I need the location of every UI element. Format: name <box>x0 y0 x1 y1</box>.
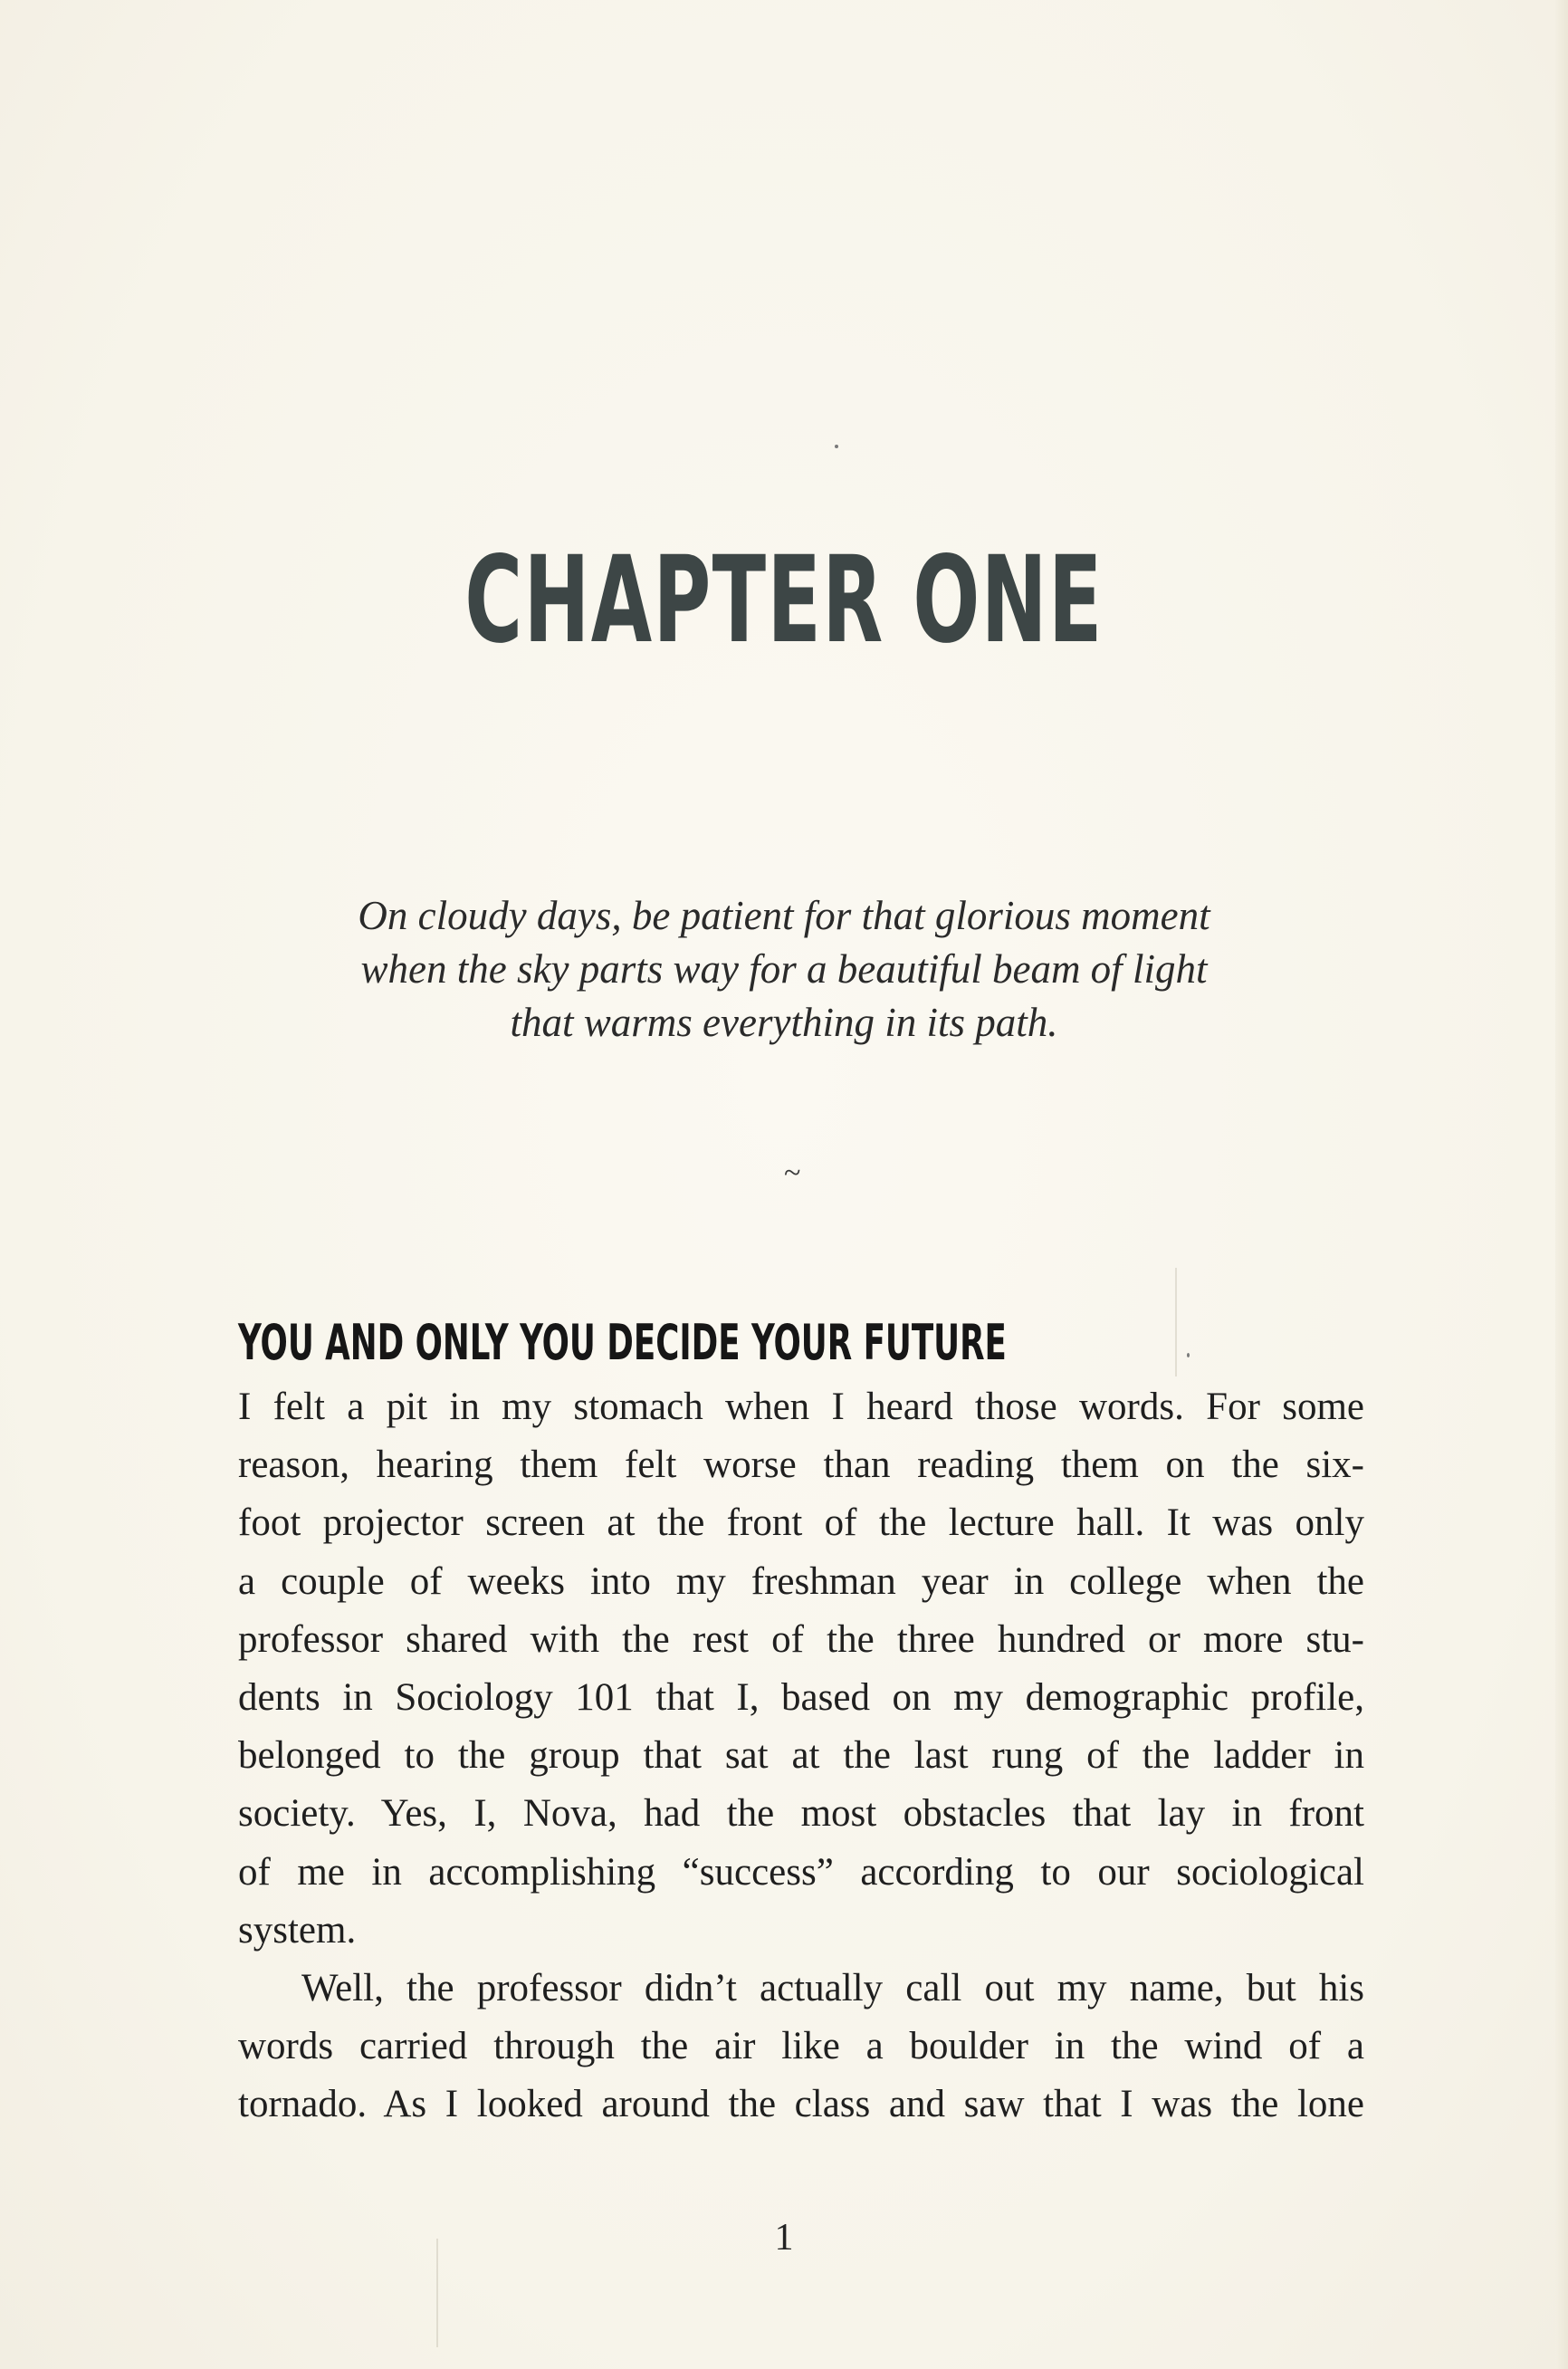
text-line: a couple of weeks into my freshman year in college when the <box>238 1559 1364 1603</box>
paragraph <box>238 1378 1364 1960</box>
body-text <box>238 1378 1364 2134</box>
paper-crease-mark <box>1175 1268 1177 1376</box>
paper-speck <box>835 445 838 448</box>
text-line: of me in accomplishing “success” according to our sociological <box>238 1850 1364 1894</box>
text-line: Well, the professor didn’t actually call out my name, but his <box>301 1966 1364 2009</box>
chapter-title: CHAPTER ONE <box>464 531 1104 670</box>
text-line: foot projector screen at the front of the lecture hall. It was only <box>238 1501 1364 1545</box>
section-heading: YOU AND ONLY YOU DECIDE YOUR FUTURE <box>238 1314 1007 1371</box>
paper-speck <box>1187 1353 1190 1357</box>
text-line: tornado. As I looked around the class and saw that I was the lone <box>238 2083 1364 2126</box>
text-line: system. <box>238 1908 357 1952</box>
text-line: reason, hearing them felt worse than reading them on the six- <box>238 1443 1364 1487</box>
text-line: dents in Sociology 101 that I, based on my demographic profile, <box>238 1675 1364 1719</box>
text-line: society. Yes, I, Nova, had the most obstacles that lay in front <box>238 1792 1364 1836</box>
epigraph-line: that warms everything in its path. <box>510 1000 1058 1045</box>
epigraph-line: On cloudy days, be patient for that glorious moment <box>358 893 1210 938</box>
text-line: I felt a pit in my stomach when I heard those words. For some <box>238 1386 1364 1428</box>
paragraph <box>238 1960 1364 2134</box>
epigraph-line: when the sky parts way for a beautiful beam of light <box>360 946 1208 992</box>
section-ornament: ~ <box>784 1156 801 1190</box>
page-number: 1 <box>774 2217 794 2259</box>
epigraph <box>0 889 1568 1050</box>
text-line: words carried through the air like a boulder in the wind of a <box>238 2025 1364 2068</box>
page-edge-shadow <box>1555 0 1568 2369</box>
text-line: belonged to the group that sat at the last rung of the ladder in <box>238 1734 1364 1778</box>
text-line: professor shared with the rest of the three hundred or more stu- <box>238 1617 1364 1661</box>
